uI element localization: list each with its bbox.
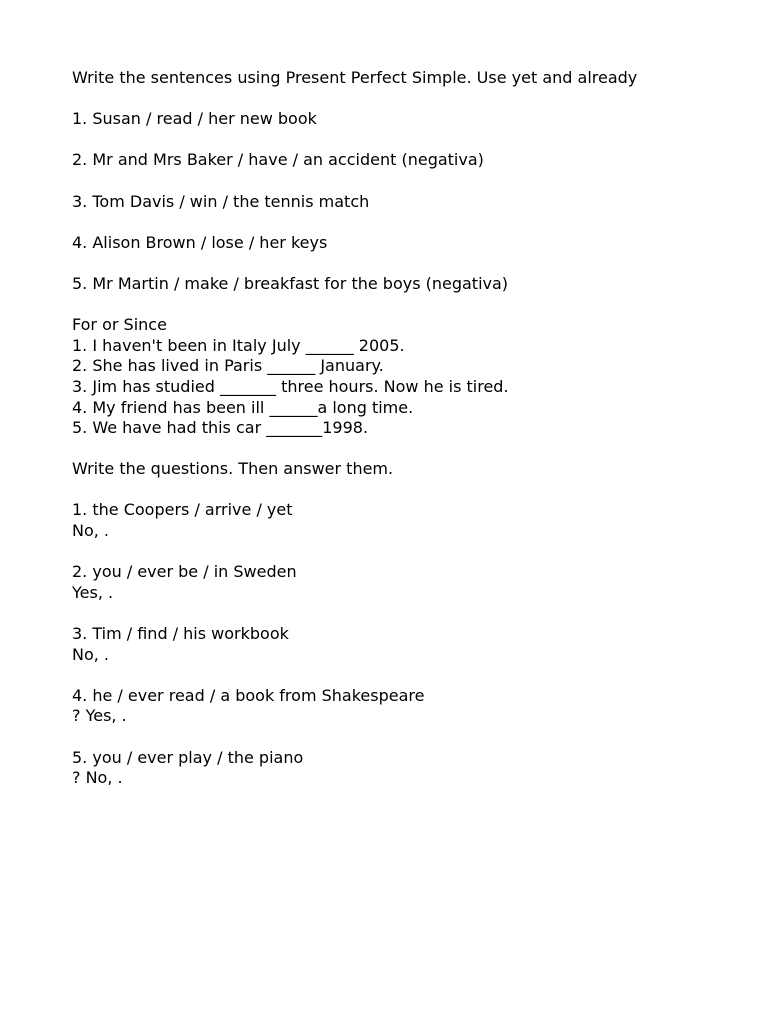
section-present-perfect — [72, 68, 692, 315]
exercise-item: 4. My friend has been ill ______a long time. — [72, 397, 414, 417]
spacer — [72, 171, 692, 192]
section-for-or-since — [72, 315, 692, 459]
exercise-item: 3. Tom Davis / win / the tennis match — [72, 191, 370, 211]
spacer — [72, 665, 692, 686]
spacer — [72, 727, 692, 748]
question-prompt: 1. the Coopers / arrive / yet — [72, 500, 293, 520]
question-answer: No, . — [72, 644, 110, 664]
question-prompt: 5. you / ever play / the piano — [72, 747, 304, 767]
exercise-item: 2. She has lived in Paris ______ January. — [72, 356, 384, 376]
question-answer: No, . — [72, 521, 110, 541]
exercise-item: 1. I haven't been in Italy July ______ 2005. — [72, 335, 405, 355]
section3-instruction: Write the questions. Then answer them. — [72, 459, 394, 479]
spacer — [72, 89, 692, 110]
spacer — [72, 295, 692, 316]
spacer — [72, 603, 692, 624]
spacer — [72, 439, 692, 460]
question-answer: ? No, . — [72, 768, 123, 788]
spacer — [72, 253, 692, 274]
exercise-item: 2. Mr and Mrs Baker / have / an accident (negativa) — [72, 150, 484, 170]
spacer — [72, 542, 692, 563]
exercise-item: 3. Jim has studied _______ three hours. Now he is tired. — [72, 376, 509, 396]
exercise-item: 5. We have had this car _______1998. — [72, 418, 369, 438]
question-prompt: 2. you / ever be / in Sweden — [72, 562, 297, 582]
section1-instruction: Write the sentences using Present Perfect Simple. Use yet and already — [72, 68, 638, 87]
section2-heading: For or Since — [72, 315, 167, 335]
spacer — [72, 212, 692, 233]
exercise-item: 4. Alison Brown / lose / her keys — [72, 232, 328, 252]
question-prompt: 3. Tim / find / his workbook — [72, 624, 289, 644]
question-answer: ? Yes, . — [72, 706, 127, 726]
question-prompt: 4. he / ever read / a book from Shakespeare — [72, 685, 425, 705]
spacer — [72, 480, 692, 501]
exercise-item: 1. Susan / read / her new book — [72, 109, 317, 129]
exercise-item: 5. Mr Martin / make / breakfast for the boys (negativa) — [72, 273, 509, 293]
section-questions — [72, 459, 692, 789]
question-answer: Yes, . — [72, 582, 114, 602]
spacer — [72, 130, 692, 151]
worksheet — [72, 68, 692, 789]
